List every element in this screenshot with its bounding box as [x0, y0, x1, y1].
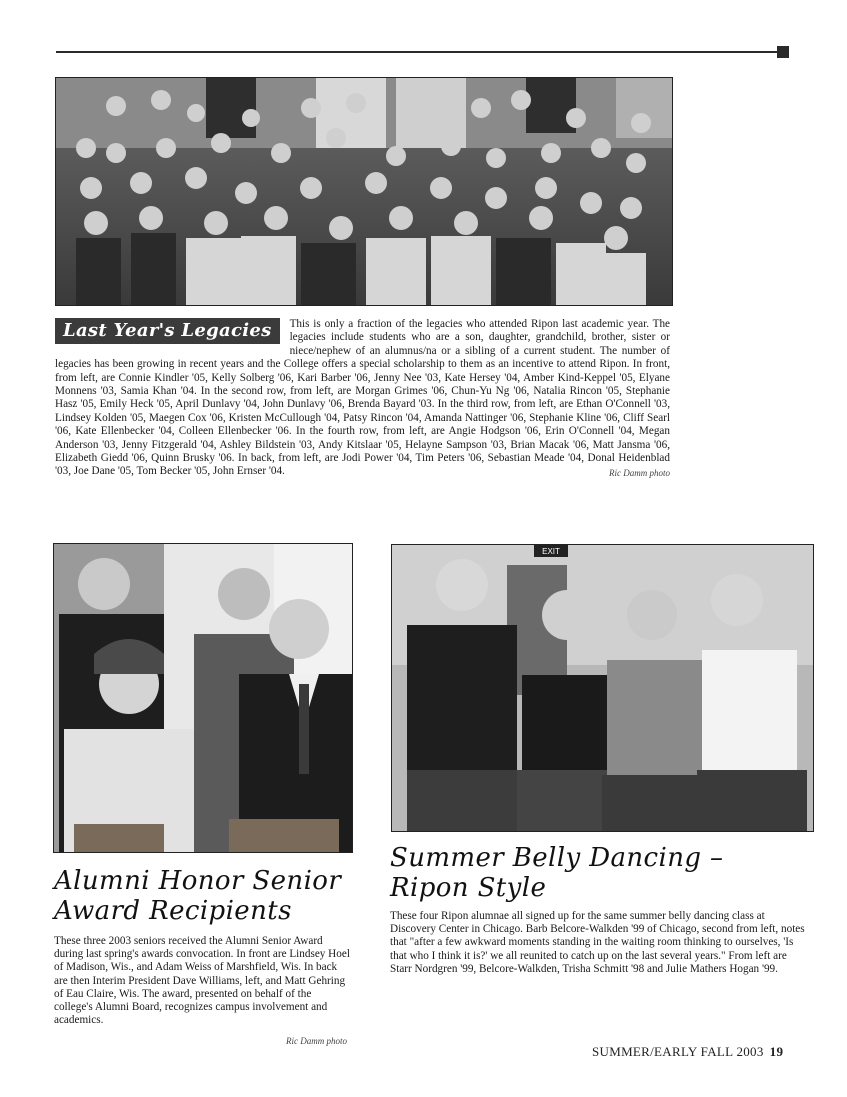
- top-rule: [56, 51, 778, 53]
- alumni-award-caption: These three 2003 seniors received the Alumni Senior Award during last spring's awards convocation. In front are Lindsey Hoel of Madison, Wis., and Adam Weiss of Marshfield, Wis. In back are then Interim President Dave Williams, left, and Matt Gehring of Eau Claire, Wis. The award, presented on behalf of the college's Alumni Board, recognizes campus involvement and academics.: [54, 935, 350, 1027]
- alumni-award-photo: [53, 543, 353, 853]
- rule-end-square: [777, 46, 789, 58]
- legacies-photo-credit: Ric Damm photo: [609, 468, 670, 479]
- legacies-title: Last Year's Legacies: [55, 318, 280, 344]
- exit-sign: EXIT: [542, 547, 560, 556]
- alumni-photo-credit: Ric Damm photo: [286, 1036, 347, 1046]
- legacies-caption-text: This is only a fraction of the legacies who attended Ripon last academic year. The legacies include students who are a son, daughter, grandchild, brother, sister or niece/nephew of an alumnus/na or a sibling of a current student. The number of legacies has been growing in recent years and the College offers a special scholarship to them as an incentive to attend Ripon. In front, from left, are Connie Kindler '05, Kelly Solberg '06, Kari Barber '06, Jenny Nee '03, Kate Hersey '04, Amber Kind-Keppel '05, Elyane Monnens '03, Samia Khan '04. In the second row, from left, are Morgan Grimes '06, Chun-Yu Ng '06, Natalia Rincon '05, Stephanie Hasz '05, Emily Heck '05, April Dunlavy '04, John Dunlavy '06, Brenda Bayard '03. In the third row, from left, are Ethan O'Connell '03, Lindsey Kolden '05, Maegen Cox '06, Kristen McCullough '04, Patsy Rincon '04, Amanda Nattinger '06, Stephanie Kline '06, Cliff Searl '06, Kate Ellenbecker '04, Colleen Ellenbecker '06. In the fourth row, from left, are Angie Hodgson '06, Erin O'Connell '04, Megan Anderson '03, Jenny Fitzgerald '04, Ashley Bildstein '03, Andy Kitslaar '05, Helayne Sampson '03, Brian Macak '06, Matt Jansma '06, Elizabeth Giedd '06, Quinn Brusky '06. In back, from left, are Jodi Power '04, Tim Peters '06, Sebastian Meade '04, Donal Heidenblad '03, Joe Dane '05, Tom Becker '05, John Ernser '04.: [55, 318, 670, 478]
- legacies-group-photo: [55, 77, 673, 306]
- page-folio: [592, 1044, 783, 1060]
- belly-dancing-caption: These four Ripon alumnae all signed up for the same summer belly dancing class at Discovery Center in Chicago. Barb Belcore-Walkden '99 of Chicago, second from left, notes that "after a few awkward moments standing in the waiting room thinking to ourselves, 'Is that who I think it is?' we all reunited to catch up on the last several years." From left are Starr Nordgren '99, Belcore-Walkden, Trisha Schmitt '98 and Julie Mathers Hogan '99.: [390, 910, 805, 975]
- issue-label: SUMMER/EARLY FALL 2003: [592, 1044, 764, 1059]
- alumni-award-headline: Alumni Honor Senior Award Recipients: [54, 866, 342, 926]
- legacies-caption-block: [55, 318, 670, 481]
- belly-dancing-headline: Summer Belly Dancing – Ripon Style: [390, 843, 724, 903]
- belly-dancing-photo: [391, 544, 814, 832]
- page-number: 19: [769, 1044, 784, 1059]
